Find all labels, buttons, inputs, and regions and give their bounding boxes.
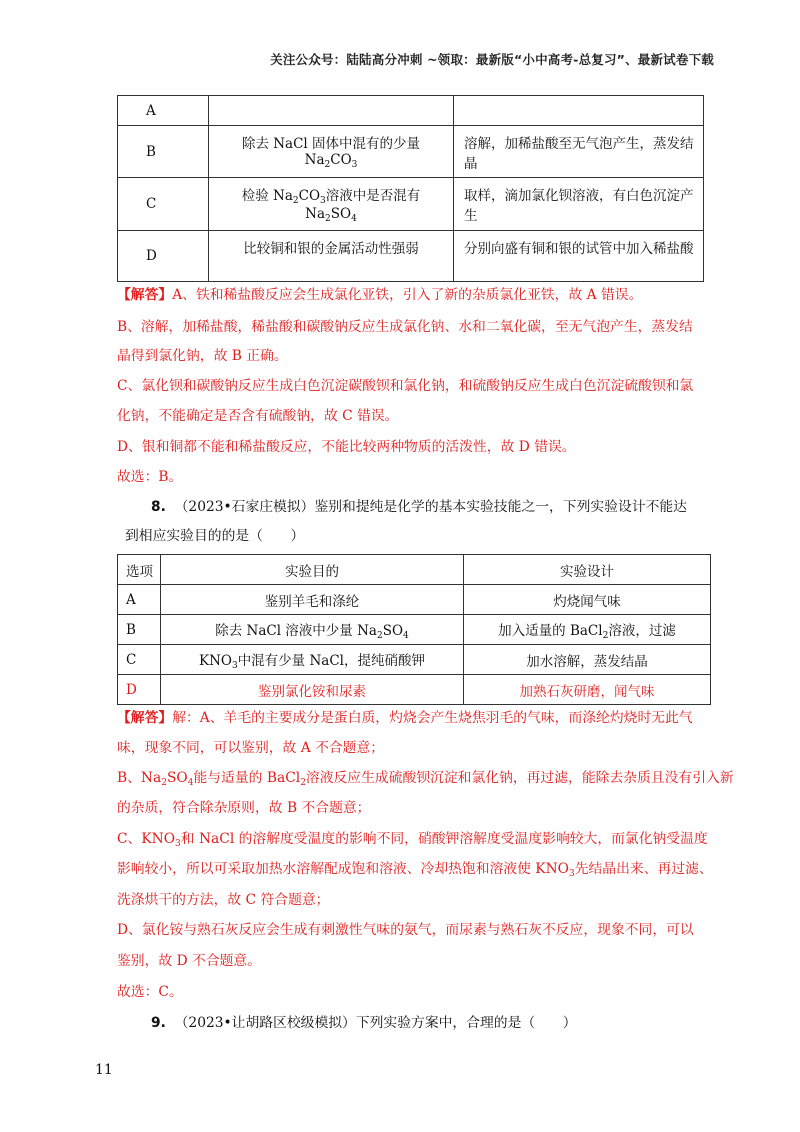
- answer-line: 故选：B。: [117, 469, 183, 485]
- answer-line: 故选：C。: [117, 984, 183, 1000]
- design-cell: 加水溶解，蒸发结晶: [464, 645, 711, 675]
- goal-cell: 除去 NaCl 固体中混有的少量 $Na_2CO_3$: [209, 126, 454, 178]
- goal-cell: 比较铜和银的金属活动性强弱: [209, 231, 454, 282]
- page-number: 11: [95, 1062, 113, 1078]
- question-number: 8.: [151, 499, 166, 515]
- header-option: 选项: [118, 555, 161, 585]
- table-row: [118, 645, 711, 675]
- option-cell: A: [118, 585, 161, 615]
- answer-line: 味，现象不同，可以鉴别，故 A 不合题意；: [117, 740, 385, 756]
- question-text: （2023•石家庄模拟）鉴别和提纯是化学的基本实验技能之一，下列实验设计不能达: [174, 499, 687, 515]
- answer-line: [117, 285, 642, 305]
- goal-cell: $KNO_3$中混有少量 NaCl，提纯硝酸钾: [161, 645, 464, 675]
- table-row: [118, 178, 704, 231]
- design-cell: 分别向盛有铜和银的试管中加入稀盐酸: [454, 231, 704, 282]
- answer-line: 洗涤烘干的方法，故 C 符合题意；: [117, 892, 330, 908]
- answer-line: C、$KNO_3$和 NaCl 的溶解度受温度的影响不同，硝酸钾溶解度受温度影响较大，而氯化钠受温度: [117, 831, 708, 849]
- answer-line: C、氯化钡和碳酸钠反应生成白色沉淀碳酸钡和氯化钠，和硫酸钠反应生成白色沉淀硫酸钡和氯: [117, 378, 694, 394]
- option-cell: D: [118, 675, 161, 705]
- table-row: [118, 615, 711, 645]
- goal-cell: [209, 96, 454, 126]
- page-header: 关注公众号：陆陆高分冲刺 ~领取：最新版“小中高考-总复习”、最新试卷下载: [270, 52, 714, 67]
- experiment-table-q8: [117, 554, 711, 705]
- question-text: （2023•让胡路区校级模拟）下列实验方案中，合理的是（ ）: [174, 1015, 577, 1031]
- answer-line: D、银和铜都不能和稀盐酸反应，不能比较两种物质的活泼性，故 D 错误。: [117, 439, 576, 455]
- table-row: [118, 231, 704, 282]
- goal-cell: 鉴别羊毛和涤纶: [161, 585, 464, 615]
- answer-line: D、氯化铵与熟石灰反应会生成有刺激性气味的氨气，而尿素与熟石灰不反应，现象不同，可以: [117, 922, 694, 938]
- answer-line: 鉴别，故 D 不合题意。: [117, 953, 262, 969]
- table-row-answer: [118, 675, 711, 705]
- answer-line: B、溶解，加稀盐酸，稀盐酸和碳酸钠反应生成氯化钠、水和二氧化碳，至无气泡产生，蒸发结: [117, 319, 693, 335]
- option-cell: B: [118, 126, 209, 178]
- option-cell: C: [118, 178, 209, 231]
- design-cell: [454, 96, 704, 126]
- answer-label: 【解答】: [117, 287, 173, 303]
- question-number: 9.: [151, 1015, 166, 1031]
- question-9: [151, 1013, 577, 1033]
- table-header-row: [118, 555, 711, 585]
- answer-line: 化钠，不能确定是否含有硫酸钠，故 C 错误。: [117, 408, 399, 424]
- design-cell: 加入适量的 BaCl$_2$溶液，过滤: [464, 615, 711, 645]
- goal-cell: 检验 $Na_2CO_3$溶液中是否混有 $Na_2SO_4$: [209, 178, 454, 231]
- question-8-cont: 到相应实验目的的是（ ）: [125, 528, 305, 544]
- answer-text: 解：A、羊毛的主要成分是蛋白质，灼烧会产生烧焦羽毛的气味，而涤纶灼烧时无此气: [172, 710, 693, 726]
- answer-line: 影响较小，所以可采取加热水溶解配成饱和溶液、冷却热饱和溶液使 $KNO_3$先结晶出来、再过滤、: [117, 861, 713, 879]
- header-design: 实验设计: [464, 555, 711, 585]
- experiment-table-q7: [117, 95, 704, 282]
- design-cell: 溶解，加稀盐酸至无气泡产生，蒸发结晶: [454, 126, 704, 178]
- goal-cell: 除去 NaCl 溶液中少量 $Na_2SO_4$: [161, 615, 464, 645]
- answer-line: B、$Na_2SO_4$能与适量的 BaCl$_2$溶液反应生成硫酸钡沉淀和氯化钠，再过滤，能除去杂质且没有引入新: [117, 770, 734, 788]
- header-goal: 实验目的: [161, 555, 464, 585]
- design-cell: 灼烧闻气味: [464, 585, 711, 615]
- question-8: [151, 497, 687, 517]
- answer-label: 【解答】: [117, 710, 173, 726]
- option-cell: B: [118, 615, 161, 645]
- table-row: [118, 96, 704, 126]
- option-cell: D: [118, 231, 209, 282]
- goal-cell: 鉴别氯化铵和尿素: [161, 675, 464, 705]
- table-row: [118, 126, 704, 178]
- answer-text: A、铁和稀盐酸反应会生成氯化亚铁，引入了新的杂质氯化亚铁，故 A 错误。: [172, 287, 643, 303]
- option-cell: A: [118, 96, 209, 126]
- table-row: [118, 585, 711, 615]
- design-cell: 加熟石灰研磨，闻气味: [464, 675, 711, 705]
- answer-line: [117, 708, 693, 728]
- answer-line: 晶得到氯化钠，故 B 正确。: [117, 348, 288, 364]
- answer-line: 的杂质，符合除杂原则，故 B 不合题意；: [117, 800, 371, 816]
- option-cell: C: [118, 645, 161, 675]
- design-cell: 取样，滴加氯化钡溶液，有白色沉淀产生: [454, 178, 704, 231]
